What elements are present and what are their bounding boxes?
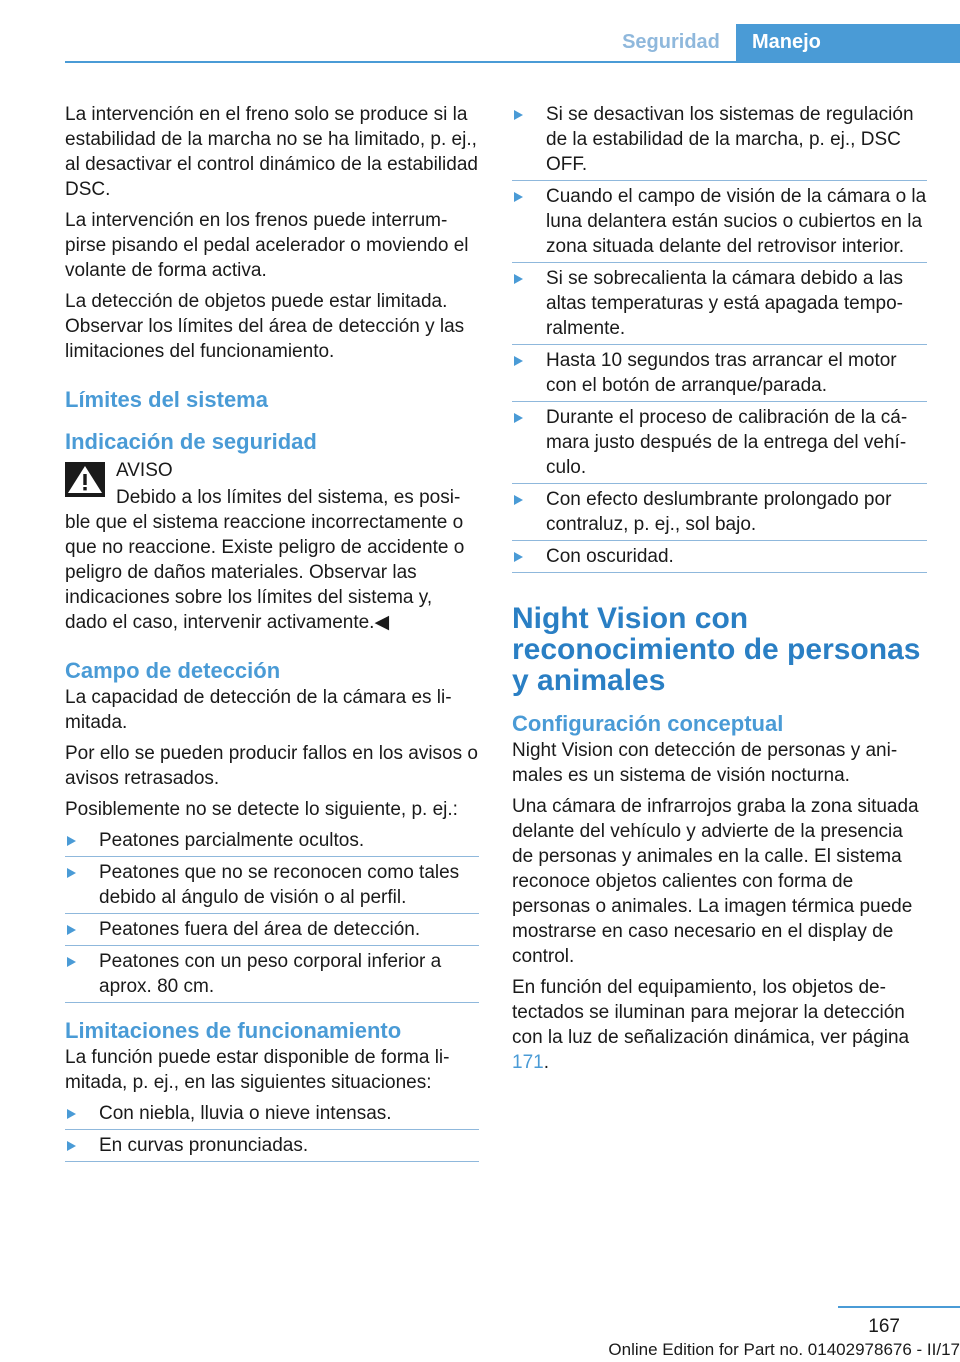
- paragraph: En función del equipamiento, los objetos detectados se iluminan para mejorar la detección con la luz de señalización dinámica, ver página 171.: [512, 977, 910, 1073]
- list-item: Con efecto deslumbrante prolongado por contraluz, p. ej., sol bajo.: [512, 487, 927, 537]
- paragraph: La detección de objetos puede estar limitada. Observar los límites del área de detección y las limitaciones del funcionamiento.: [65, 291, 465, 362]
- footer-rule: [838, 1306, 960, 1308]
- heading-configuracion-conceptual: Configuración conceptual: [512, 711, 784, 736]
- list-item: Si se sobrecalienta la cámara debido a las altas temperaturas y está apagada temporalmente.: [512, 266, 927, 341]
- tab-manejo[interactable]: Manejo: [736, 24, 960, 61]
- campo-list: [65, 828, 479, 999]
- page-number: 167: [868, 1316, 900, 1337]
- right-column: [512, 102, 927, 1081]
- paragraph: La capacidad de detección de la cámara es limitada.: [65, 687, 452, 733]
- situations-list: [512, 102, 927, 569]
- page-header: [0, 0, 960, 70]
- paragraph: Una cámara de infrarrojos graba la zona situada delante del vehículo y advierte de la presencia de personas y animales en la calle. El sistema reconoce objetos calientes con forma de personas o animales. La imagen térmica puede mostrarse en caso necesario en el display de control.: [512, 796, 919, 967]
- warning-title: AVISO: [116, 460, 173, 481]
- page-link-171[interactable]: 171: [512, 1052, 544, 1073]
- limitaciones-list: [65, 1101, 479, 1158]
- list-item: Durante el proceso de calibración de la cámara justo después de la entrega del vehículo.: [512, 405, 927, 480]
- header-rule: [65, 61, 960, 63]
- tab-seguridad[interactable]: Seguridad: [622, 31, 720, 53]
- list-item: Peatones fuera del área de detección.: [65, 917, 479, 942]
- paragraph: Por ello se pueden producir fallos en los avisos o avisos retrasados.: [65, 743, 478, 789]
- heading-campo-de-deteccion: Campo de detección: [65, 658, 281, 683]
- heading-night-vision: Night Vision con reconocimiento de personas y animales: [512, 602, 921, 697]
- paragraph: La intervención en el freno solo se produce si la estabilidad de la marcha no se ha limitado, p. ej., al desactivar el control dinámico de la estabilidad DSC.: [65, 104, 478, 200]
- left-column: [65, 102, 479, 1165]
- warning-triangle-icon: [65, 462, 105, 497]
- list-item: Peatones parcialmente ocultos.: [65, 828, 479, 853]
- heading-limitaciones-de-funcionamiento: Limitaciones de funcionamiento: [65, 1018, 402, 1043]
- paragraph: La intervención en los frenos puede interrumpirse pisando el pedal acelerador o moviendo el volante de forma activa.: [65, 210, 469, 281]
- paragraph: Posiblemente no se detecte lo siguiente, p. ej.:: [65, 799, 458, 820]
- footer-edition: Online Edition for Part no. 01402978676 - II/17: [608, 1340, 960, 1359]
- list-item: Si se desactivan los sistemas de regulación de la estabilidad de la marcha, p. ej., DSC OFF.: [512, 102, 927, 177]
- paragraph: Night Vision con detección de personas y animales es un sistema de visión nocturna.: [512, 740, 898, 786]
- list-item: Peatones que no se reconocen como tales debido al ángulo de visión o al perfil.: [65, 860, 479, 910]
- list-item: En curvas pronunciadas.: [65, 1133, 479, 1158]
- list-item: Cuando el campo de visión de la cámara o la luna delantera están sucios o cubiertos en la zona situada delante del retrovisor interior.: [512, 184, 927, 259]
- heading-limites-del-sistema: Límites del sistema: [65, 387, 268, 412]
- list-item: Peatones con un peso corporal inferior a aprox. 80 cm.: [65, 949, 479, 999]
- list-item: Hasta 10 segundos tras arrancar el motor con el botón de arranque/parada.: [512, 348, 927, 398]
- heading-indicacion-de-seguridad: Indicación de seguridad: [65, 429, 317, 454]
- warning-block: [65, 458, 479, 483]
- paragraph: La función puede estar disponible de forma limitada, p. ej., en las siguientes situaciones:: [65, 1047, 450, 1093]
- warning-text: Debido a los límites del sistema, es posible que el sistema reaccione incorrectamente o que no reaccione. Existe peligro de accidente o peligro de daños materiales. Observar las indicaciones sobre los límites del sistema y, dado el caso, intervenir activamente.◀: [65, 487, 465, 633]
- list-item: Con niebla, lluvia o nieve intensas.: [65, 1101, 479, 1126]
- list-item: Con oscuridad.: [512, 544, 927, 569]
